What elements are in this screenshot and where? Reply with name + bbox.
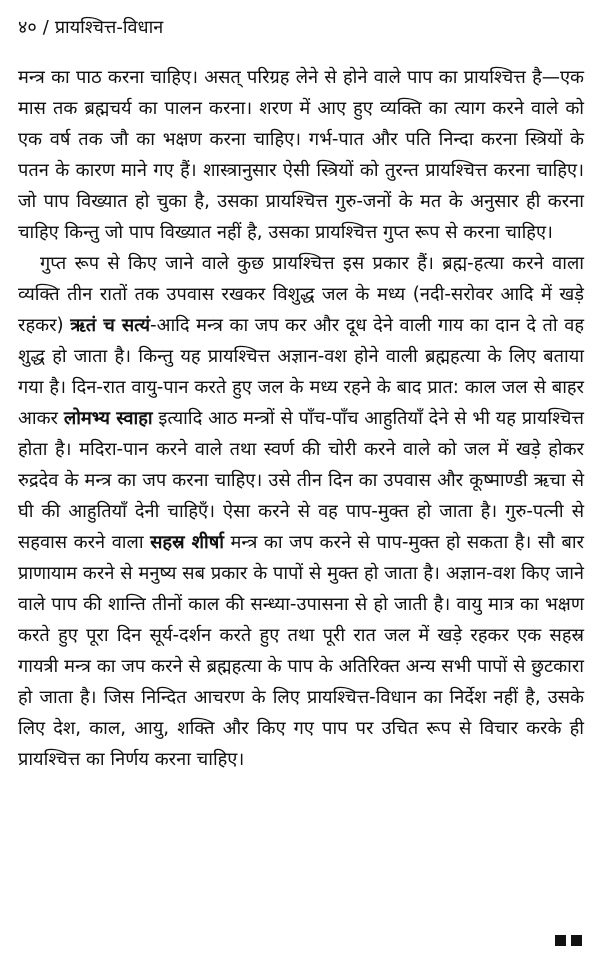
body-text bbox=[18, 62, 584, 775]
paragraph-text: मन्त्र का जप करने से पाप-मुक्त हो सकता है। सौ बार प्राणायाम करने से मनुष्य सब प्रकार के पापों से मुक्त हो जाता है। अज्ञान-वश किए जाने वाले पाप की शान्ति तीनों काल की सन्ध्या-उपासना से हो जाती है। वायु मात्र का भक्षण करते हुए पूरा दिन सूर्य-दर्शन करते हुए तथा पूरी रात जल में खड़े रहकर एक सहस्र गायत्री मन्त्र का जप करने से ब्रह्महत्या के पाप के अतिरिक्त अन्य सभी पापों से छुटकारा हो जाता है। जिस निन्दित आचरण के लिए प्रायश्चित्त-विधान का निर्देश नहीं है, उसके लिए देश, काल, आयु, शक्ति और किए गए पाप पर उचित रूप से विचार करके ही प्रायश्चित्त का निर्णय करना चाहिए। bbox=[18, 532, 584, 770]
paragraph-text: गुप्त रूप से किए जाने वाले कुछ प्रायश्चित्त इस प्रकार हैं। ब्रह्म-हत्या करने वाला व्यक्ति तीन रातों तक उपवास रखकर विशुद्ध जल के मध्य (नदी-सरोवर आदि में खड़े रहकर) bbox=[18, 253, 584, 336]
header-separator: / bbox=[42, 17, 49, 38]
paragraph-text: -आदि मन्त्र का जप कर और दूध देने वाली गाय का दान दे तो वह शुद्ध हो जाता है। किन्तु यह प्रायश्चित्त अज्ञान-वश होने वाली ब्रह्महत्या के लिए बताया गया है। दिन-रात वायु-पान करते हुए जल के मध्य रहने के बाद प्रात: काल जल से बाहर आकर bbox=[18, 315, 584, 429]
mantra-name: लोमभ्य स्वाहा bbox=[63, 408, 153, 429]
mantra-name: सहस्र शीर्षा bbox=[150, 532, 224, 553]
end-square-icon bbox=[555, 935, 566, 946]
running-header bbox=[18, 14, 584, 42]
section-end-mark bbox=[555, 935, 582, 946]
page-number: ४० bbox=[18, 17, 37, 38]
mantra-name: ऋतं च सत्यं bbox=[70, 315, 150, 336]
paragraph bbox=[18, 248, 584, 775]
paragraph: मन्त्र का पाठ करना चाहिए। असत् परिग्रह लेने से होने वाले पाप का प्रायश्चित्त है—एक मास तक ब्रह्मचर्य का पालन करना। शरण में आए हुए व्यक्ति का त्याग करने वाले को एक वर्ष तक जौ का भक्षण करना चाहिए। गर्भ-पात और पति निन्दा करना स्त्रियों के पतन के कारण माने गए हैं। शास्त्रानुसार ऐसी स्त्रियों को तुरन्त प्रायश्चित्त करना चाहिए। जो पाप विख्यात हो चुका है, उसका प्रायश्चित्त गुरु-जनों के मत के अनुसार ही करना चाहिए किन्तु जो पाप विख्यात नहीं है, उसका प्रायश्चित्त गुप्त रूप से करना चाहिए। bbox=[18, 67, 584, 243]
chapter-title: प्रायश्चित्त-विधान bbox=[54, 17, 164, 38]
end-square-icon bbox=[571, 935, 582, 946]
paragraph-text: इत्यादि आठ मन्त्रों से पाँच-पाँच आहुतियाँ देने से भी यह प्रायश्चित्त होता है। मदिरा-पान करने वाले तथा स्वर्ण की चोरी करने वाले को जल में खड़े होकर रुद्रदेव के मन्त्र का जप करना चाहिए। उसे तीन दिन का उपवास और कूष्माण्डी ऋचा से घी की आहुतियाँ देनी चाहिएँ। ऐसा करने से वह पाप-मुक्त हो जाता है। गुरु-पत्नी से सहवास करने वाला bbox=[18, 408, 584, 553]
